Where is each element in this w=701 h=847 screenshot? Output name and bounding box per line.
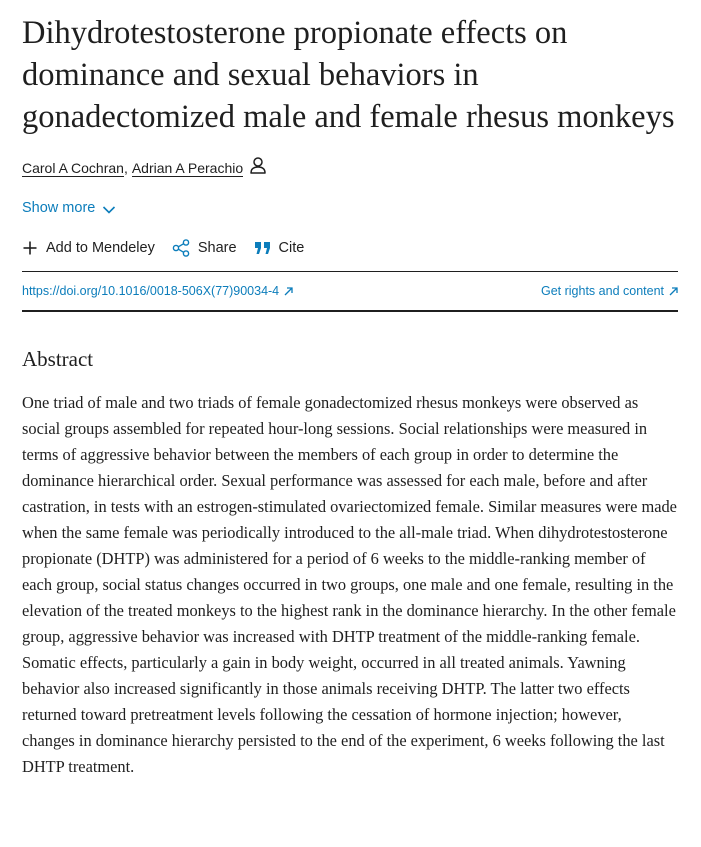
share-label: Share <box>197 240 237 256</box>
author-list <box>22 154 678 182</box>
abstract-text: One triad of male and two triads of female gonadectomized rhesus monkeys were observed as social groups assembled for repeated hour-long sessions. Social relationships were measured in terms of aggressive behavior between the members of each group in order to determine the dominance hierarchical order. Sexual performance was assessed for each male, before and after castration, in tests with an estrogen-stimulated ovariectomized female. Similar measures were made when the same female was periodically introduced to the all-male triad. When dihydrotestosterone propionate (DHTP) was administered for a period of 6 weeks to the middle-ranking member of each group, social status changes occurred in two groups, one male and one female, resulting in the elevation of the treated monkeys to the highest rank in the dominance hierarchy. In the other female group, aggressive behavior was increased with DHTP treatment of the middle-ranking female. Somatic effects, particularly a gain in body weight, occurred in all treated animals. Yawning behavior also increased significantly in those animals receiving DHTP. The latter two effects returned toward pretreatment levels following the cessation of hormone injection; however, changes in dominance hierarchy persisted to the end of the experiment, 6 weeks following the last DHTP treatment. <box>22 393 677 776</box>
share-button[interactable] <box>172 239 237 257</box>
quote-icon <box>254 241 271 255</box>
doi-link[interactable] <box>22 284 293 298</box>
get-rights-link[interactable] <box>541 284 678 298</box>
doi-row <box>22 272 678 310</box>
cite-label: Cite <box>278 240 305 256</box>
divider-bottom <box>22 310 678 312</box>
person-icon[interactable] <box>249 156 267 176</box>
cite-button[interactable] <box>254 240 305 256</box>
author-link-1[interactable]: Carol A Cochran <box>22 159 124 176</box>
show-more-label: Show more <box>22 200 96 216</box>
add-to-mendeley-label: Add to Mendeley <box>46 240 155 256</box>
article-actions <box>22 236 678 260</box>
author-link-2[interactable]: Adrian A Perachio <box>131 159 244 176</box>
article-title: Dihydrotestosterone propionate effects on dominance and sexual behaviors in gonadectomized male and female rhesus monkeys <box>22 15 675 135</box>
author-separator: , <box>123 160 128 176</box>
get-rights-text: Get rights and content <box>541 284 664 298</box>
doi-link-text: https://doi.org/10.1016/0018-506X(77)90034-4 <box>22 284 280 298</box>
abstract-heading: Abstract <box>22 347 94 371</box>
add-to-mendeley-button[interactable] <box>22 240 155 256</box>
external-arrow-icon <box>669 287 678 296</box>
external-arrow-icon <box>284 287 293 296</box>
share-icon <box>172 239 190 257</box>
show-more-toggle[interactable] <box>22 196 678 220</box>
chevron-down-icon <box>102 203 116 213</box>
plus-icon <box>22 240 38 256</box>
article-page <box>22 0 678 780</box>
